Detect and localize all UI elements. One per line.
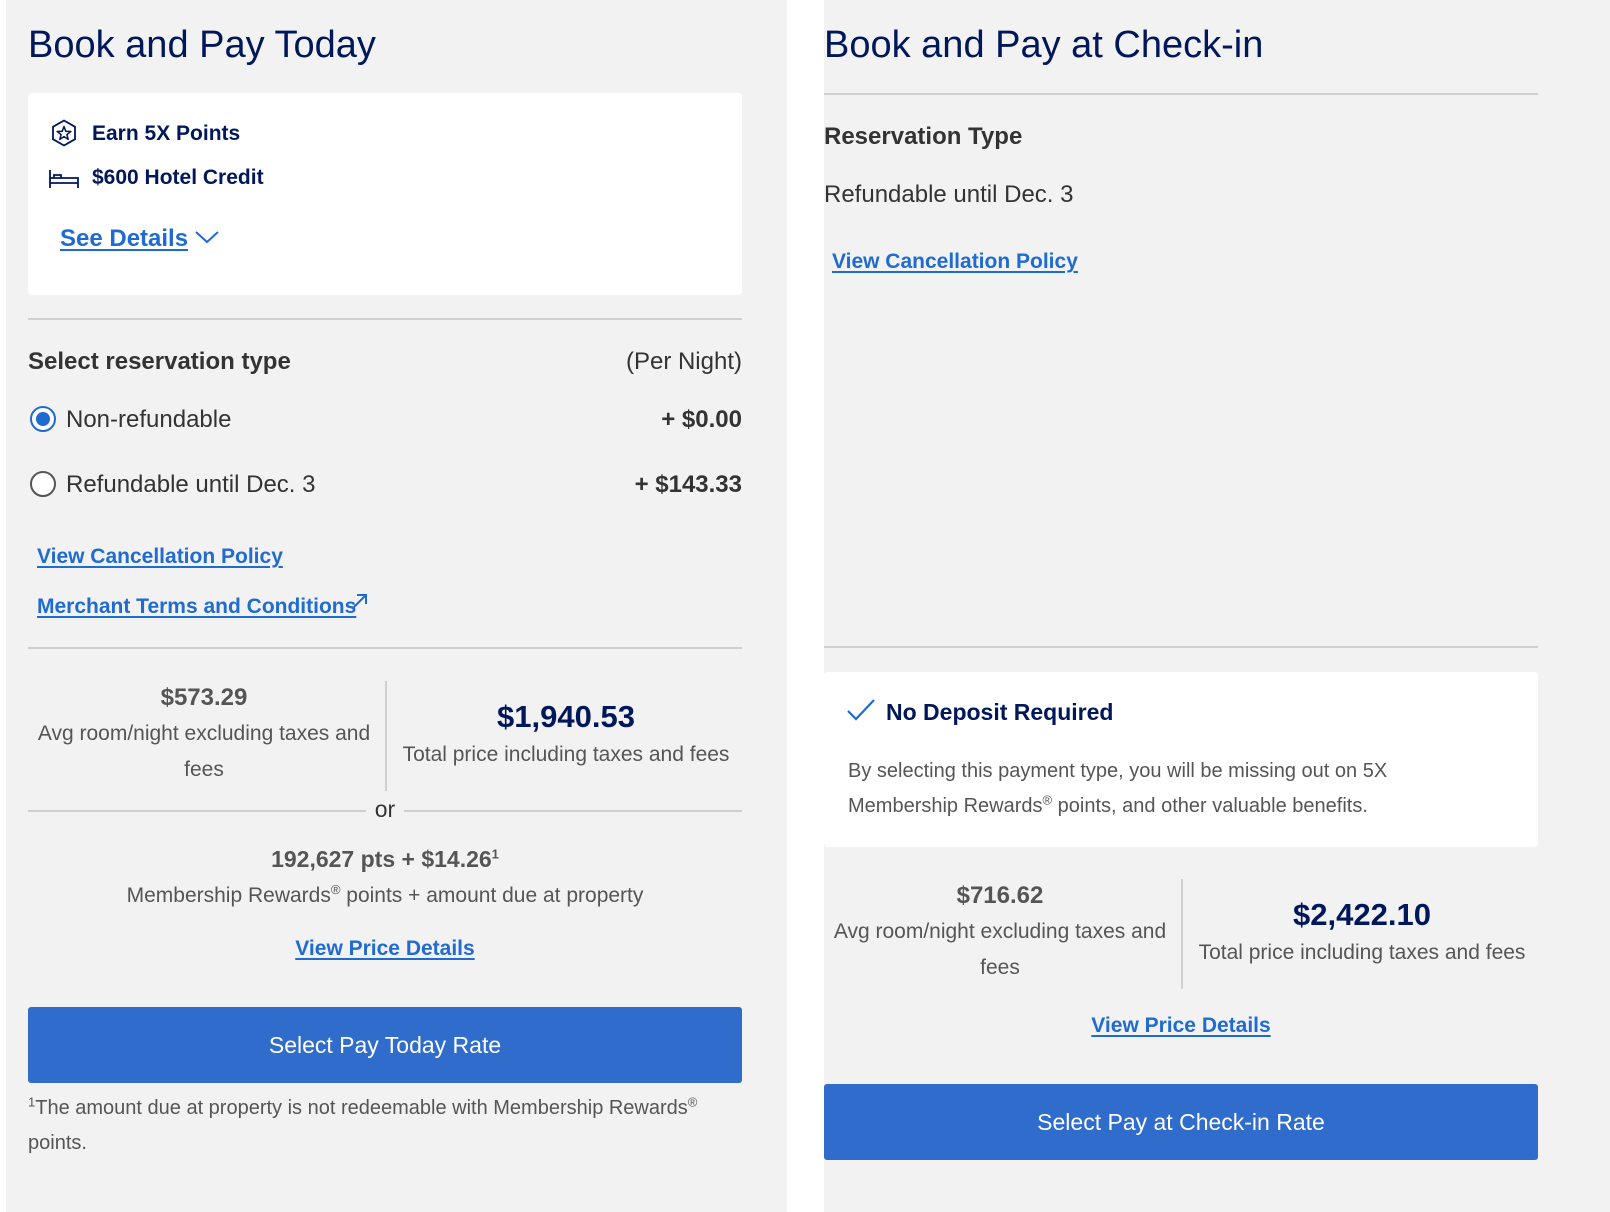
no-deposit-title: No Deposit Required	[886, 699, 1114, 725]
or-separator: or	[374, 796, 396, 822]
no-deposit-text	[848, 754, 1488, 824]
avg-price-block	[824, 882, 1176, 986]
radio-refundable[interactable]	[30, 471, 56, 497]
option-non-refundable-label[interactable]: Non-refundable	[66, 406, 232, 433]
radio-non-refundable[interactable]	[30, 406, 56, 432]
view-cancellation-policy-link[interactable]: View Cancellation Policy	[832, 250, 1078, 273]
avg-price-value: $573.29	[160, 684, 248, 711]
footnote-mark: 1	[28, 1094, 36, 1110]
registered-mark: ®	[330, 882, 341, 897]
view-price-details-link[interactable]: View Price Details	[1091, 1014, 1271, 1037]
benefits-card	[28, 93, 742, 295]
reservation-type-value: Refundable until Dec. 3	[824, 181, 1074, 208]
total-price-label: Total price including taxes and fees	[402, 743, 730, 766]
chevron-down-icon[interactable]	[194, 229, 220, 245]
pay-today-title: Book and Pay Today	[28, 24, 376, 66]
see-details-link[interactable]	[60, 225, 188, 253]
see-details-label: See Details	[60, 225, 189, 252]
divider	[28, 647, 742, 649]
points-label	[28, 884, 742, 908]
total-price-value: $2,422.10	[1293, 897, 1431, 932]
option-refundable-label[interactable]: Refundable until Dec. 3	[66, 471, 316, 498]
price-separator	[1181, 879, 1183, 989]
view-cancellation-policy-link[interactable]: View Cancellation Policy	[37, 545, 283, 568]
view-price-details-link[interactable]: View Price Details	[295, 937, 475, 960]
benefit-hotel-credit: $600 Hotel Credit	[92, 166, 264, 189]
select-pay-checkin-button[interactable]: Select Pay at Check-in Rate	[824, 1084, 1538, 1160]
option-refundable-price: + $143.33	[634, 471, 742, 498]
points-footnote-mark: 1	[491, 846, 499, 862]
points-amount-value: 192,627 pts + $14.26	[271, 846, 492, 872]
view-price-details-wrap	[824, 1014, 1538, 1038]
points-label-text: Membership Rewards	[126, 884, 331, 907]
view-price-details-wrap	[28, 937, 742, 961]
divider	[28, 318, 742, 320]
total-price-block	[1186, 897, 1538, 965]
reservation-type-heading: Reservation Type	[824, 123, 1023, 150]
avg-price-label: Avg room/night excluding taxes and fees	[833, 920, 1167, 979]
no-deposit-card	[824, 672, 1538, 847]
avg-price-value: $716.62	[956, 882, 1044, 909]
registered-mark: ®	[1042, 792, 1053, 808]
per-night-label: (Per Night)	[625, 348, 742, 375]
checkmark-icon	[846, 698, 876, 722]
divider	[824, 646, 1538, 648]
avg-price-block	[28, 684, 380, 788]
pay-checkin-panel	[824, 0, 1610, 1212]
divider	[404, 810, 742, 812]
registered-mark: ®	[687, 1094, 698, 1110]
select-pay-today-button[interactable]: Select Pay Today Rate	[28, 1007, 742, 1083]
divider	[824, 93, 1538, 95]
bed-icon	[48, 167, 80, 191]
price-separator	[385, 681, 387, 791]
avg-price-label: Avg room/night excluding taxes and fees	[37, 722, 371, 781]
footnote	[28, 1091, 742, 1161]
no-deposit-text-main: By selecting this payment type, you will be missing out on 5X Membership Rewards	[848, 760, 1388, 817]
total-price-label: Total price including taxes and fees	[1198, 941, 1526, 964]
pay-today-panel	[6, 0, 787, 1212]
merchant-terms-link[interactable]: Merchant Terms and Conditions	[37, 595, 357, 618]
points-label-text-end: points + amount due at property	[340, 884, 644, 907]
option-non-refundable-price: + $0.00	[661, 406, 742, 433]
footnote-text-end: points.	[28, 1132, 87, 1154]
pay-checkin-title: Book and Pay at Check-in	[824, 24, 1264, 66]
total-price-block	[390, 699, 742, 767]
points-amount	[28, 846, 742, 873]
no-deposit-text-end: points, and other valuable benefits.	[1052, 795, 1368, 817]
total-price-value: $1,940.53	[497, 699, 635, 734]
footnote-text: The amount due at property is not redeemable with Membership Rewards	[35, 1097, 688, 1119]
select-reservation-heading: Select reservation type	[28, 348, 291, 375]
benefit-earn-points: Earn 5X Points	[92, 122, 241, 145]
external-link-icon[interactable]	[351, 592, 369, 610]
divider	[28, 810, 366, 812]
star-badge-icon	[50, 119, 78, 147]
